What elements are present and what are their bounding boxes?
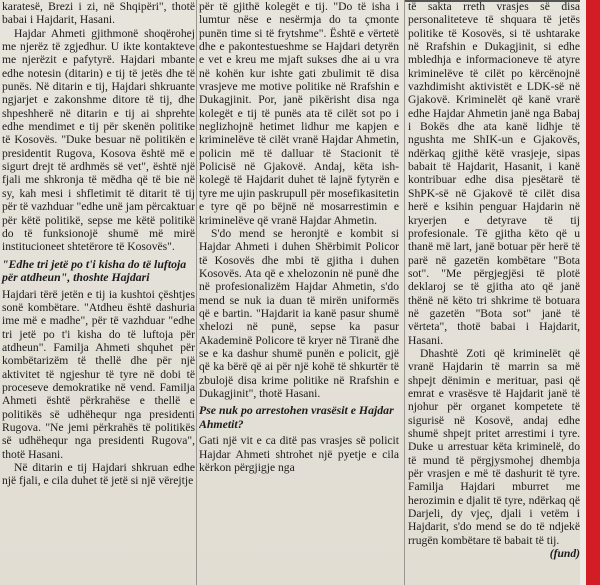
column1-subhead: "Edhe tri jetë po t'i kisha do të luftoja për atdheun", thoshte Hajdari [2, 256, 187, 285]
column2-subhead: Pse nuk po arrestohen vrasësit e Hajdar Ahmetit? [199, 403, 394, 431]
column1-paragraph-1: karatesë, Brezi i zi, në Shqipëri", thotë babai i Hajdarit, Hasani. [2, 0, 195, 27]
column1-paragraph-4: Në ditarin e tij Hajdari shkruan edhe një fjali, e cila duhet të jetë si një vërejtje [2, 461, 195, 488]
column3-paragraph-2: Dhashtë Zoti që kriminelët që vranë Hajdarin të marrin sa më shpejt dënimin e merituar, pasi që emrat e vrasësve të Hajdarit janë të njohur për organet kompetete të sigurisë në Kosovë, andaj edhe shumë shpejt pritet arrestimi i tyre. Duke u arrestuar këta kriminelë, do të mund të përgjysmohej dhembja për vrasjen e më të dashurit të tyre. Familja Hajdari mburret me herozimin e djalit të tyre, ndërkaq që Darjeli, dy vjeç, djali i vetëm i Hajdarit, s'do mend se do të ndjekë rrugën kombëtare të babait të tij. [408, 346, 580, 547]
column2-paragraph-1: për të gjithë kolegët e tij. "Do të isha i lumtur nëse e nesërmja do ta çmonte punën time si të frytshme". Është e vërtetë dhe e pakontestueshme se Hajdari detyrën e vet e kreu me mjaft sukses dhe ai u vra në kohën kur ishte gati zbulimit të disa vrasjeve me motive politike në Rrafshin e Dukagjinit. Por, janë pikërisht disa nga kolegët e tij të punës ata të cilët sot po i neglizhojnë hetimet lidhur me kapjen e kriminelëve të cilët vranë Hajdar Ahmetin, policin më të dalluar të Stacionit të Policisë në Gjakovë. Andaj, këta ish-kolegë të Hajdarit duhet të lajnë fytyrën e tyre me ujin paskrupull për mosefikasitetin e tyre që po bëjnë në mosarrestimin e kriminelëve që vranë Hajdar Ahmetin. [199, 0, 399, 227]
article-column-3 [408, 0, 580, 585]
column1-paragraph-2: Hajdar Ahmeti gjithmonë shoqërohej me njerëz të zgjedhur. U ikte kontakteve me njerëzit e pafytyrë. Hajdari mbante edhe notesin (ditarin) e tij të jetës dhe të punës. Në ditarin e tij, Hajdari shkruante ngjarjet e zakonshme ditore të tij, dhe shpeshherë në ditarin e tij ai shprehte edhe mendimet e tij për skenën politike të Kosovës. "Duke besuar në politikën e presidentit Rugova, Kosova është më e sigurt drejt të ardhmës së vet", është një fjali me shkronja të mëdha që të bie në sy, kah mesi i shfletimit të ditarit të tij për të vazhduar "edhe unë jam përcaktuar për këtë politikë, sepse me këtë politikë do të funksionojë shumë më mirë institucioneet shtetërore të Kosovës". [2, 26, 195, 254]
column2-paragraph-2: S'do mend se heronjtë e kombit si Hajdar Ahmeti i duhen Shërbimit Policor të Kosovës dhe mbi të gjitha i duhen Kosovës. Ata që e xhelozonin në punë dhe në profesionalizëm Hajdar Ahmetin, s'do mend se nuk ia duan të mirën uniformës që e bartin. "Hajdarit ia kanë pasur shumë xhelozi në punë, sepse ka pasur Akademinë Policore të kryer në Tiranë dhe se e ka dashur shumë punën e policit, gjë që ka bërë që ai për një kohë të shkurtër të zbulojë disa krime politike në Rrafshin e Dukagjinit", thotë Hasani. [199, 226, 399, 400]
red-page-edge [586, 0, 600, 585]
column2-paragraph-3: Gati një vit e ca ditë pas vrasjes së policit Hajdar Ahmeti shtrohet një pyetje e cila kërkon përgjigje nga [199, 434, 399, 474]
article-column-1 [0, 0, 195, 585]
article-end-mark: (fund) [549, 547, 580, 561]
column3-paragraph-1: të sakta rreth vrasjes së disa personaliteteve të shquara të jetës politike të Kosovës, si të ushtarake në Rrafshin e Dukagjinit, si edhe mbledhja e informacioneve të atyre kriminelëve të cilët po kërcënojnë vazhdimisht aktivistët e LDK-së në Gjakovë. Kriminelët që kanë vrarë edhe Hajdar Ahmetin janë nga Babaj i Bokës dhe ata kanë lidhje të ngushta me ShIK-un e Gjakovës, ndërkaq gjithë këtë vrasjeje, sipas babait të Hajdarit, Hasanit, i kanë kontribuar edhe disa pjesëtarë të ShPK-së në Gjakovë të cilët disa herë e ksihin penguar Hajdarin në kryerjen e detyrave të tij profesionale. Të gjitha këto që u thanë më lart, janë botuar për herë të parë në gazetën kombëtare "Bota sot". "Me përgjegjësi të plotë deklaroj se të gjitha ato që janë thënë në këto tri shkrime të botuara në gazetën "Bota sot" janë të vërteta", thotë babai i Hajdarit, Hasani. [408, 0, 580, 347]
column1-paragraph-3: Hajdari tërë jetën e tij ia kushtoi çështjes sonë kombëtare. "Atdheu është dashuria ime më e madhe", për të vazhduar "edhe tri jetë po t'i kisha do të luftoja për atdheun". Familja Ahmeti shquhet për kombëtarizëm të thellë dhe për një aktivitet të ngjeshur të tyre në dobi të proceseve demokratike në vend. Familja Ahmeti është përkrahëse e thellë e politikës së udhëhequr nga presidenti Rugova. "Ne jemi përkrahës të politikës së udhëhequr nga presidenti Rugova", thotë Hasani. [2, 287, 195, 461]
article-column-2 [199, 0, 399, 585]
column-divider-2 [404, 0, 405, 585]
column-divider-1 [196, 0, 197, 585]
